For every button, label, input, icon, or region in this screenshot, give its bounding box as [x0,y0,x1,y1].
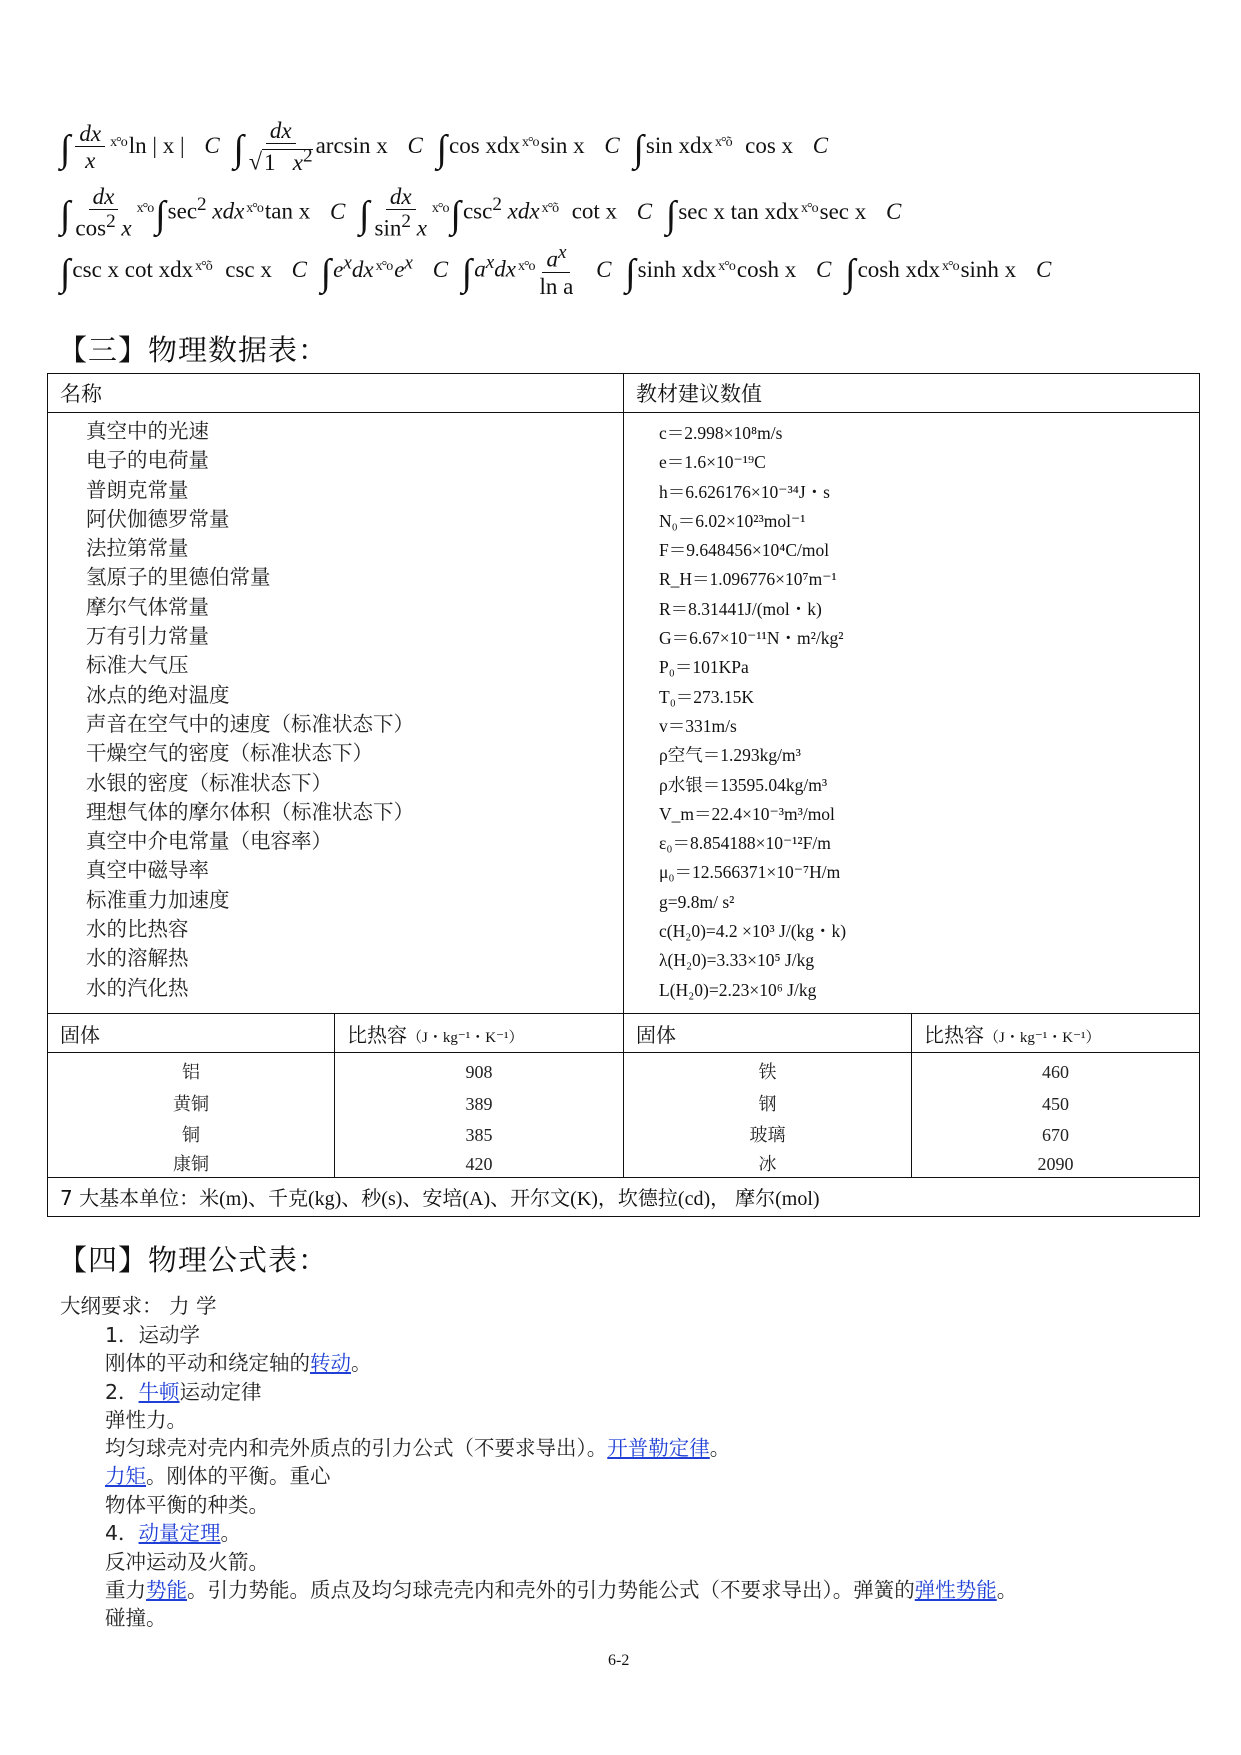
item-momentum: 4．动量定理。 [105,1521,242,1545]
page-number: 6-2 [608,1652,630,1669]
constant-value: L(H₂0)=2.23×10⁶ J/kg [659,979,817,1000]
constant-name: 万有引力常量 [86,624,209,649]
integral-3-5: ∫cosh xdx $^{x^\circ o}$sinh x C [845,251,1052,294]
integral-1-2: ∫ $\frac{dx}{√1 x^2}$ arcsin x C [233,118,423,176]
constant-name: 真空中介电常量（电容率） [86,829,332,854]
line-rigid-body: 刚体的平动和绕定轴的转动。 [105,1351,372,1375]
constant-name: 干燥空气的密度（标准状态下） [86,741,373,766]
specific-heat-value: 450 [1042,1093,1069,1114]
syllabus-line: 大纲要求： 力 学 [60,1294,217,1318]
solids-right-names [624,1053,912,1178]
constant-value: λ(H₂0)=3.33×10⁵ J/kg [659,950,815,971]
specific-heat-value: 2090 [1037,1153,1074,1174]
solids-header-row [48,1014,1200,1053]
constant-value: V_m＝22.4×10⁻³m³/mol [659,803,835,824]
integral-1-3: ∫cos xdx $^{x^\circ o}$sin x C [436,128,620,171]
solid-name: 铁 [758,1062,777,1083]
solid-name: 钢 [758,1093,777,1115]
table-header-row [48,374,1200,413]
constant-name: 标准重力加速度 [86,887,230,912]
line-balance: 物体平衡的种类。 [105,1493,269,1517]
line-gravity: 均匀球壳对壳内和壳外质点的引力公式（不要求导出）。开普勒定律。 [105,1436,731,1460]
constants-row [48,413,1200,1014]
constant-name: 摩尔气体常量 [86,594,209,619]
constant-name: 水银的密度（标准状态下） [86,770,332,795]
constant-name: 普朗克常量 [86,477,189,502]
integral-2-2: ∫ $\frac{dx}{\sin^2 x}$ $^{x^\circ o}\int\csc^2$ xdx $^{x^\circ õ}$ cot x C [359,184,653,241]
link-rotation[interactable]: 转动 [310,1351,351,1375]
line-torque: 力矩。刚体的平衡。重心 [105,1464,331,1488]
solids-left-names [48,1053,335,1178]
constant-value: ε₀＝8.854188×10⁻¹²F/m [659,833,831,854]
link-elastic-potential-energy[interactable]: 弹性势能 [914,1578,997,1602]
constant-name: 水的比热容 [86,917,189,942]
item-newton: 2．牛顿运动定律 [105,1380,262,1404]
constant-name: 标准大气压 [86,653,189,678]
link-newton[interactable]: 牛顿 [138,1380,180,1404]
integral-3-1: ∫csc x cot xdx $^{x^\circ õ}$ csc x C [60,251,307,294]
constant-names [48,413,624,1014]
constant-name: 阿伏伽德罗常量 [86,506,230,531]
formula-row-2 [60,184,909,243]
constant-value: c(H₂0)=4.2 ×10³ J/(kg・k) [659,921,847,942]
constant-value: ρ空气＝1.293kg/m³ [659,745,801,766]
solid-header-left: 固体 [48,1014,335,1053]
section-3-title: 【三】物理数据表： [58,333,329,367]
integral-3-4: ∫sinh xdx $^{x^\circ o}$cosh x C [625,251,832,294]
integral-2-3: ∫sec x tan xdx $^{x^\circ o}$sec x C [665,193,902,236]
solid-name: 康铜 [173,1153,209,1175]
constant-value: P₀＝101KPa [659,657,749,678]
constant-values [624,413,1200,1014]
link-potential-energy[interactable]: 势能 [146,1578,187,1602]
solids-left-values [335,1053,624,1178]
constant-name: 冰点的绝对温度 [86,682,230,707]
constant-value: N₀＝6.02×10²³mol⁻¹ [659,510,806,531]
line-rocket: 反冲运动及火箭。 [105,1550,269,1574]
physics-data-table [47,373,1200,1217]
link-torque[interactable]: 力矩 [105,1464,146,1488]
heat-header-right: 比热容（J・kg⁻¹・K⁻¹） [912,1014,1200,1053]
solid-name: 冰 [758,1153,777,1175]
solid-header-right: 固体 [624,1014,912,1053]
formula-row-3 [60,242,1059,301]
base-units-row [48,1177,1200,1216]
constant-name: 氢原子的里德伯常量 [86,565,271,590]
solid-name: 黄铜 [173,1093,209,1115]
solid-name: 玻璃 [749,1125,786,1146]
constant-value: e＝1.6×10⁻¹⁹C [659,452,766,473]
constant-value: F＝9.648456×10⁴C/mol [659,540,830,561]
constant-value: g=9.8m/ s² [659,891,735,912]
constant-name: 水的溶解热 [86,946,189,971]
constant-name: 电子的电荷量 [86,448,209,473]
constant-value: h＝6.626176×10⁻³⁴J・s [659,481,830,502]
header-name: 名称 [48,374,624,413]
specific-heat-value: 908 [465,1062,493,1082]
integral-3-3: $\int a^xdx$ $^{x^\circ o}$ $\frac{a^x}{\text{ln a}}$ C [461,242,612,299]
constant-value: μ₀＝12.566371×10⁻⁷H/m [659,862,841,883]
solids-data-row [48,1053,1200,1178]
constant-name: 声音在空气中的速度（标准状态下） [86,711,414,736]
constant-value: ρ水银＝13595.04kg/m³ [659,774,828,795]
constant-value: T₀＝273.15K [659,686,755,707]
line-collision: 碰撞。 [105,1606,167,1630]
base-units: 7 大基本单位：米(m)、千克(kg)、秒(s)、安培(A)、开尔文(K)，坎德拉(cd)， 摩尔(mol) [48,1177,1200,1216]
constant-value: R_H＝1.096776×10⁷m⁻¹ [659,569,837,590]
constant-name: 理想气体的摩尔体积（标准状态下） [86,799,414,824]
constant-name: 水的汽化热 [86,975,189,1000]
specific-heat-value: 385 [465,1125,493,1145]
integral-1-1: ∫ $\frac{dx}{x}$ $^{x^\circ o}$ln | x | C [60,120,220,174]
constant-name: 法拉第常量 [86,536,189,561]
link-momentum-theorem[interactable]: 动量定理 [138,1521,221,1545]
line-energy: 重力势能。引力势能。质点及均匀球壳壳内和壳外的引力势能公式（不要求导出）。弹簧的弹性势能。 [105,1578,1018,1602]
constant-value: c＝2.998×10⁸m/s [659,423,783,443]
constant-name: 真空中磁导率 [86,858,209,883]
specific-heat-value: 460 [1042,1062,1069,1082]
integral-3-2: $\int e^xdx$ $^{x^\circ o}e^x$ C [320,251,449,294]
integral-2-1: ∫ $\frac{dx}{\cos^2 x}$ $^{x^\circ o}\int\sec^2$ xdx $^{x^\circ o}$tan x C [60,184,346,241]
formula-row-1 [60,118,836,178]
heat-header-left: 比热容（J・kg⁻¹・K⁻¹） [335,1014,624,1053]
specific-heat-value: 670 [1042,1125,1069,1145]
item-kinematics: 1．运动学 [105,1323,201,1347]
specific-heat-value: 420 [465,1153,493,1174]
section-4-title: 【四】物理公式表： [58,1243,329,1277]
constant-value: v＝331m/s [659,715,737,736]
link-kepler[interactable]: 开普勒定律 [607,1436,710,1460]
constant-value: R＝8.31441J/(mol・k) [659,598,822,619]
constant-name: 真空中的光速 [86,419,209,443]
integral-1-4: ∫sin xdx $^{x^\circ õ}$ cos x C [633,128,829,171]
header-value: 教材建议数值 [624,374,1200,413]
solid-name: 铜 [182,1125,200,1146]
line-elastic: 弹性力。 [105,1408,187,1432]
constant-value: G＝6.67×10⁻¹¹N・m²/kg² [659,628,844,649]
solid-name: 铝 [182,1062,200,1083]
solids-right-values [912,1053,1200,1178]
specific-heat-value: 389 [465,1093,493,1114]
